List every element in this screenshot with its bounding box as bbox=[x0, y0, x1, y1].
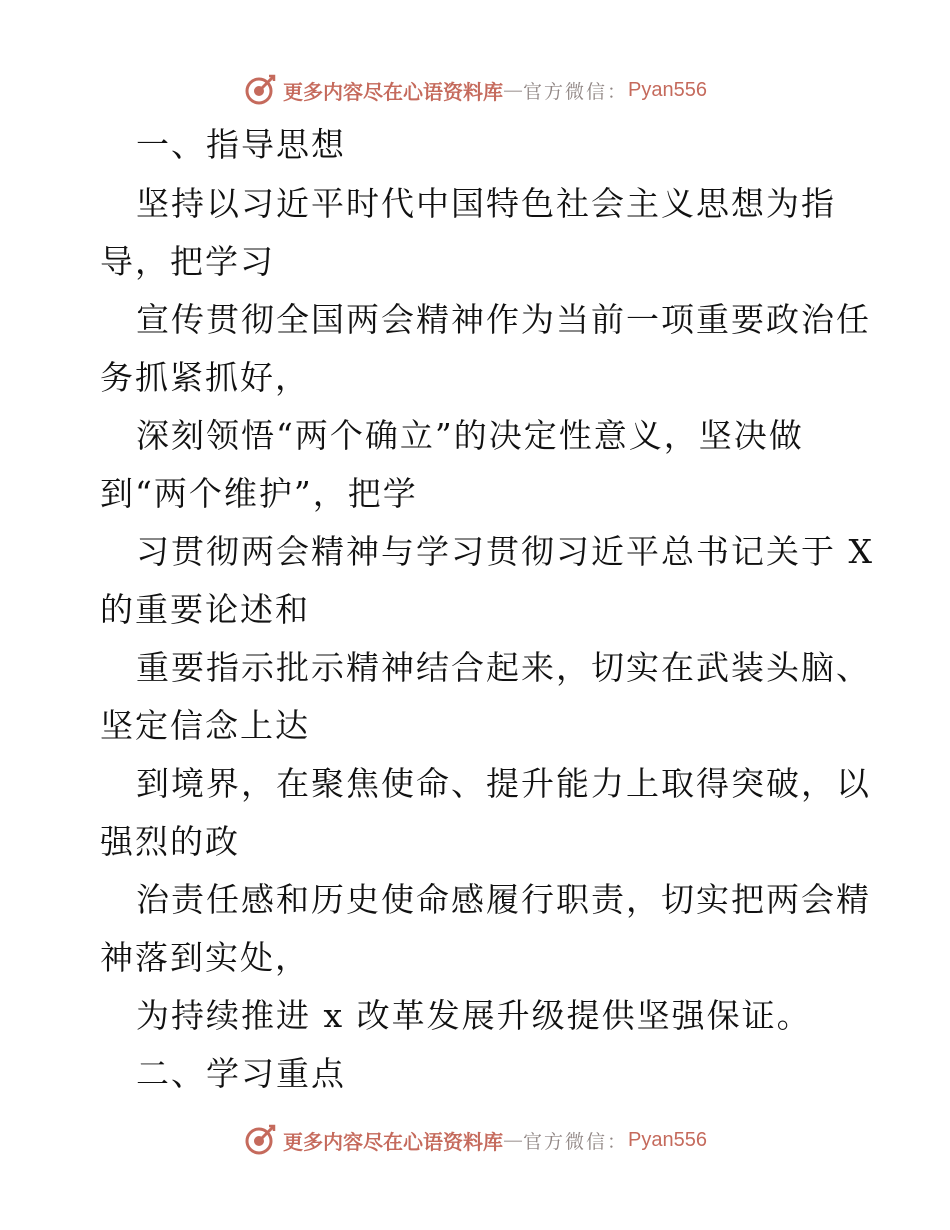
separator: — bbox=[503, 78, 523, 102]
brand-text: 更多内容尽在心语资料库 bbox=[283, 1129, 503, 1154]
brand-text: 更多内容尽在心语资料库 bbox=[283, 79, 503, 104]
paragraph-line: 到境界，在聚焦使命、提升能力上取得突破，以 bbox=[136, 764, 871, 803]
paragraph-line: 坚定信念上达 bbox=[100, 706, 310, 745]
paragraph-line: 习贯彻两会精神与学习贯彻习近平总书记关于 X bbox=[136, 532, 874, 571]
logo-icon bbox=[243, 1123, 277, 1157]
paragraph-line: 务抓紧抓好， bbox=[100, 358, 310, 397]
paragraph-line: 神落到实处， bbox=[100, 938, 310, 977]
section-heading: 二、学习重点 bbox=[136, 1054, 346, 1093]
paragraph-line: 治责任感和历史使命感履行职责，切实把两会精 bbox=[136, 880, 871, 919]
wechat-label: 官方微信： bbox=[523, 1130, 629, 1153]
wechat-account: Pyan556 bbox=[628, 78, 707, 101]
section-heading: 一、指导思想 bbox=[136, 125, 346, 164]
paragraph-line: 到“两个维护”，把学 bbox=[100, 474, 418, 513]
footer-watermark bbox=[0, 1118, 950, 1162]
paragraph-line: 坚持以习近平时代中国特色社会主义思想为指 bbox=[136, 184, 836, 223]
paragraph-line: 重要指示批示精神结合起来，切实在武装头脑、 bbox=[136, 648, 871, 687]
paragraph-line: 强烈的政 bbox=[100, 822, 240, 861]
paragraph-line: 的重要论述和 bbox=[100, 590, 310, 629]
paragraph-line: 宣传贯彻全国两会精神作为当前一项重要政治任 bbox=[136, 300, 871, 339]
separator: — bbox=[503, 1128, 523, 1152]
paragraph-line: 深刻领悟“两个确立”的决定性意义，坚决做 bbox=[136, 416, 804, 455]
paragraph-line: 为持续推进 x 改革发展升级提供坚强保证。 bbox=[136, 996, 812, 1035]
wechat-account: Pyan556 bbox=[628, 1128, 707, 1151]
wechat-label: 官方微信： bbox=[523, 80, 629, 103]
paragraph-line: 导，把学习 bbox=[100, 242, 275, 281]
